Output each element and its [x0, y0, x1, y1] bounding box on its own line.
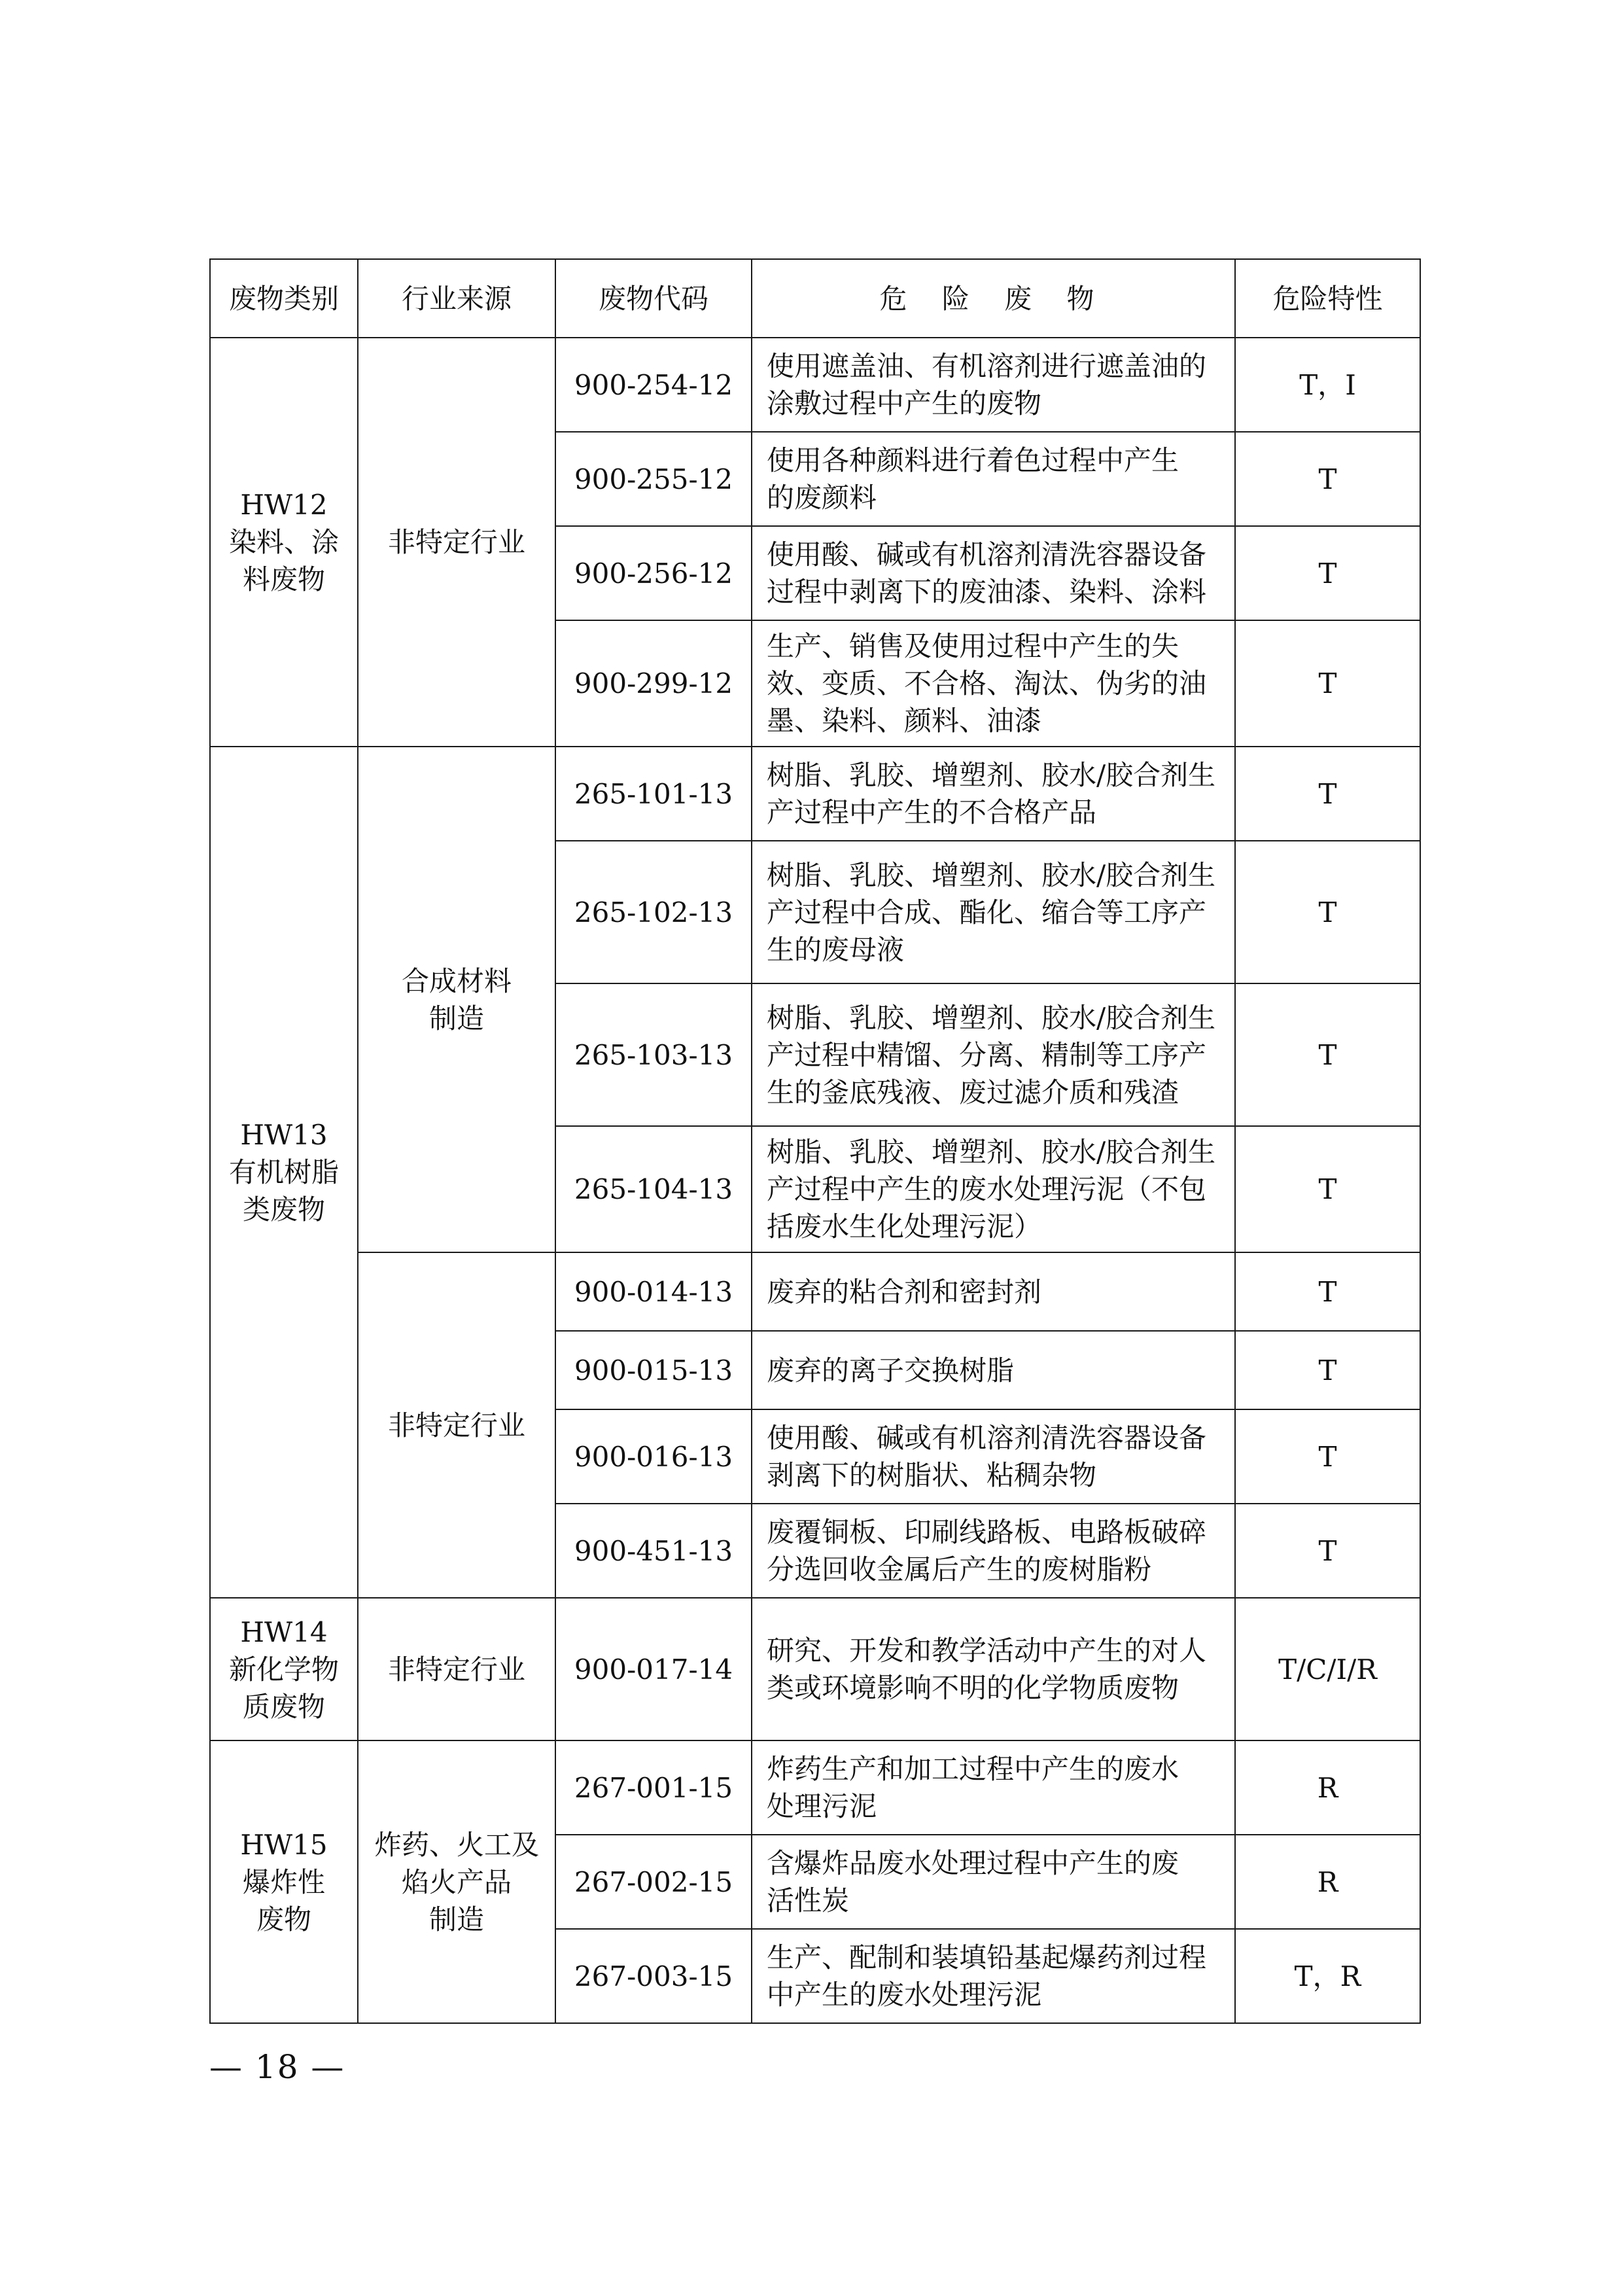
source-cell-hw14: 非特定行业 [358, 1598, 555, 1740]
waste-description: 生产、销售及使用过程中产生的失 效、变质、不合格、淘汰、伪劣的油 墨、染料、颜料、油漆 [752, 620, 1235, 747]
source-cell-hw15: 炸药、火工及 焰火产品 制造 [358, 1740, 555, 2023]
waste-description: 废弃的粘合剂和密封剂 [752, 1252, 1235, 1331]
waste-code: 900-255-12 [555, 432, 752, 526]
hazard-property: T [1235, 1126, 1420, 1252]
hazard-property: T [1235, 1504, 1420, 1598]
waste-description: 使用遮盖油、有机溶剂进行遮盖油的 涂敷过程中产生的废物 [752, 338, 1235, 432]
header-hazardous-waste: 危 险 废 物 [752, 259, 1235, 338]
waste-description: 使用各种颜料进行着色过程中产生 的废颜料 [752, 432, 1235, 526]
hazard-property: T [1235, 620, 1420, 747]
hazard-property: T [1235, 1409, 1420, 1504]
waste-code: 900-451-13 [555, 1504, 752, 1598]
waste-code: 900-014-13 [555, 1252, 752, 1331]
hazard-property: T [1235, 747, 1420, 841]
page-number: — 18 — [209, 2048, 345, 2086]
hazard-property: T [1235, 841, 1420, 983]
header-waste-category: 废物类别 [210, 259, 358, 338]
waste-description: 树脂、乳胶、增塑剂、胶水/胶合剂生 产过程中产生的不合格产品 [752, 747, 1235, 841]
hazard-property: T [1235, 1252, 1420, 1331]
category-cell-hw13: HW13 有机树脂 类废物 [210, 747, 358, 1598]
waste-description: 含爆炸品废水处理过程中产生的废 活性炭 [752, 1835, 1235, 1929]
header-industry-source: 行业来源 [358, 259, 555, 338]
hazard-property: T/C/I/R [1235, 1598, 1420, 1740]
header-waste-code: 废物代码 [555, 259, 752, 338]
waste-description: 树脂、乳胶、增塑剂、胶水/胶合剂生 产过程中精馏、分离、精制等工序产 生的釜底残液、废过滤介质和残渣 [752, 983, 1235, 1126]
waste-code: 900-256-12 [555, 526, 752, 620]
waste-description: 树脂、乳胶、增塑剂、胶水/胶合剂生 产过程中产生的废水处理污泥（不包 括废水生化处理污泥） [752, 1126, 1235, 1252]
table-row [210, 338, 1420, 432]
hazard-property: R [1235, 1740, 1420, 1835]
category-cell-hw12: HW12 染料、涂 料废物 [210, 338, 358, 747]
hazard-property: T [1235, 983, 1420, 1126]
waste-code: 267-001-15 [555, 1740, 752, 1835]
waste-description: 树脂、乳胶、增塑剂、胶水/胶合剂生 产过程中合成、酯化、缩合等工序产 生的废母液 [752, 841, 1235, 983]
hazard-property: T，I [1235, 338, 1420, 432]
hazard-property: T [1235, 1331, 1420, 1409]
table-header-row [210, 259, 1420, 338]
waste-code: 900-015-13 [555, 1331, 752, 1409]
waste-description: 废弃的离子交换树脂 [752, 1331, 1235, 1409]
category-cell-hw15: HW15 爆炸性 废物 [210, 1740, 358, 2023]
waste-description: 生产、配制和装填铅基起爆药剂过程 中产生的废水处理污泥 [752, 1929, 1235, 2023]
hazard-property: T [1235, 432, 1420, 526]
waste-code: 900-017-14 [555, 1598, 752, 1740]
category-cell-hw14: HW14 新化学物 质废物 [210, 1598, 358, 1740]
source-cell-hw12: 非特定行业 [358, 338, 555, 747]
source-cell-hw13-general: 非特定行业 [358, 1252, 555, 1598]
waste-code: 265-101-13 [555, 747, 752, 841]
waste-code: 265-102-13 [555, 841, 752, 983]
hazard-property: R [1235, 1835, 1420, 1929]
waste-code: 267-002-15 [555, 1835, 752, 1929]
waste-code: 900-299-12 [555, 620, 752, 747]
hazardous-waste-table [209, 258, 1421, 2024]
hazard-property: T [1235, 526, 1420, 620]
waste-code: 900-254-12 [555, 338, 752, 432]
waste-description: 使用酸、碱或有机溶剂清洗容器设备 过程中剥离下的废油漆、染料、涂料 [752, 526, 1235, 620]
source-cell-hw13-synthetic: 合成材料 制造 [358, 747, 555, 1252]
waste-description: 炸药生产和加工过程中产生的废水 处理污泥 [752, 1740, 1235, 1835]
table-row [210, 1252, 1420, 1331]
waste-description: 废覆铜板、印刷线路板、电路板破碎 分选回收金属后产生的废树脂粉 [752, 1504, 1235, 1598]
table-row [210, 747, 1420, 841]
table-row [210, 1740, 1420, 1835]
waste-description: 使用酸、碱或有机溶剂清洗容器设备 剥离下的树脂状、粘稠杂物 [752, 1409, 1235, 1504]
header-hazard-property: 危险特性 [1235, 259, 1420, 338]
hazard-property: T，R [1235, 1929, 1420, 2023]
waste-code: 265-103-13 [555, 983, 752, 1126]
waste-description: 研究、开发和教学活动中产生的对人 类或环境影响不明的化学物质废物 [752, 1598, 1235, 1740]
waste-code: 265-104-13 [555, 1126, 752, 1252]
waste-code: 900-016-13 [555, 1409, 752, 1504]
table-row [210, 1598, 1420, 1740]
waste-code: 267-003-15 [555, 1929, 752, 2023]
